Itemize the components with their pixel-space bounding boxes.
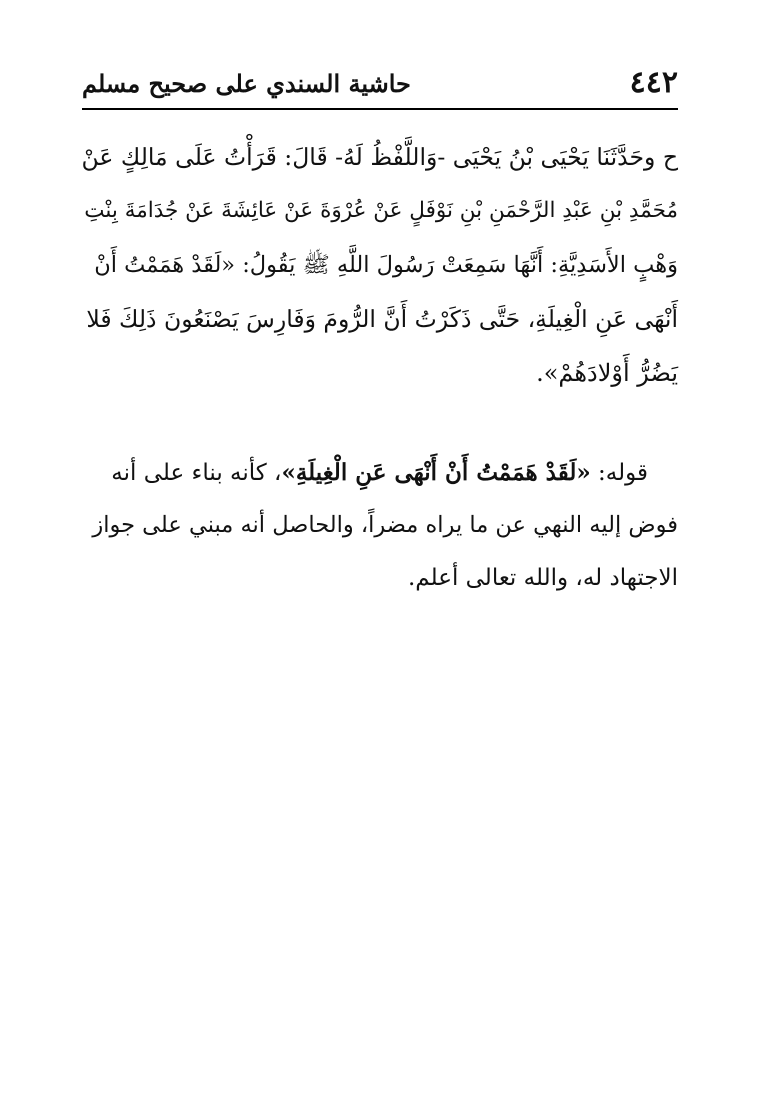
commentary-line: فوض إليه النهي عن ما يراه مضراً، والحاصل أنه مبني على جواز xyxy=(92,512,678,538)
hadith-line: يَضُرُّ أَوْلادَهُمْ». xyxy=(536,359,678,387)
hadith-line: مُحَمَّدِ بْنِ عَبْدِ الرَّحْمَنِ بْنِ نَوْفَلٍ عَنْ عُرْوَةَ عَنْ عَائِشَةَ عَنْ جُدَامَةَ بِنْتِ xyxy=(84,198,678,223)
page-header xyxy=(82,66,678,106)
running-title: حاشية السندي على صحيح مسلم xyxy=(82,69,411,98)
hadith-line: ح وحَدَّثَنَا يَحْيَى بْنُ يَحْيَى -وَاللَّفْظُ لَهُ- قَالَ: قَرَأْتُ عَلَى مَالِكٍ عَنْ xyxy=(81,143,678,171)
page-number: ٤٤٢ xyxy=(629,65,678,100)
commentary-lead: قوله: xyxy=(590,460,648,486)
commentary-continuation: ، كأنه بناء على أنه xyxy=(111,460,282,486)
header-rule xyxy=(82,108,678,110)
hadith-line: وَهْبٍ الأَسَدِيَّةِ: أَنَّهَا سَمِعَتْ رَسُولَ اللَّهِ ﷺ يَقُولُ: «لَقَدْ هَمَمْتُ أَنْ xyxy=(94,252,678,278)
commentary-text xyxy=(82,446,678,605)
commentary-line xyxy=(82,446,678,499)
hadith-text xyxy=(82,130,678,400)
commentary-line: الاجتهاد له، والله تعالى أعلم. xyxy=(407,565,678,591)
hadith-line: أَنْهَى عَنِ الْغِيلَةِ، حَتَّى ذَكَرْتُ أَنَّ الرُّومَ وَفَارِسَ يَصْنَعُونَ ذَلِكَ فَلا xyxy=(86,305,678,333)
commentary-quote: «لَقَدْ هَمَمْتُ أَنْ أَنْهَى عَنِ الْغِيلَةِ» xyxy=(281,459,591,486)
